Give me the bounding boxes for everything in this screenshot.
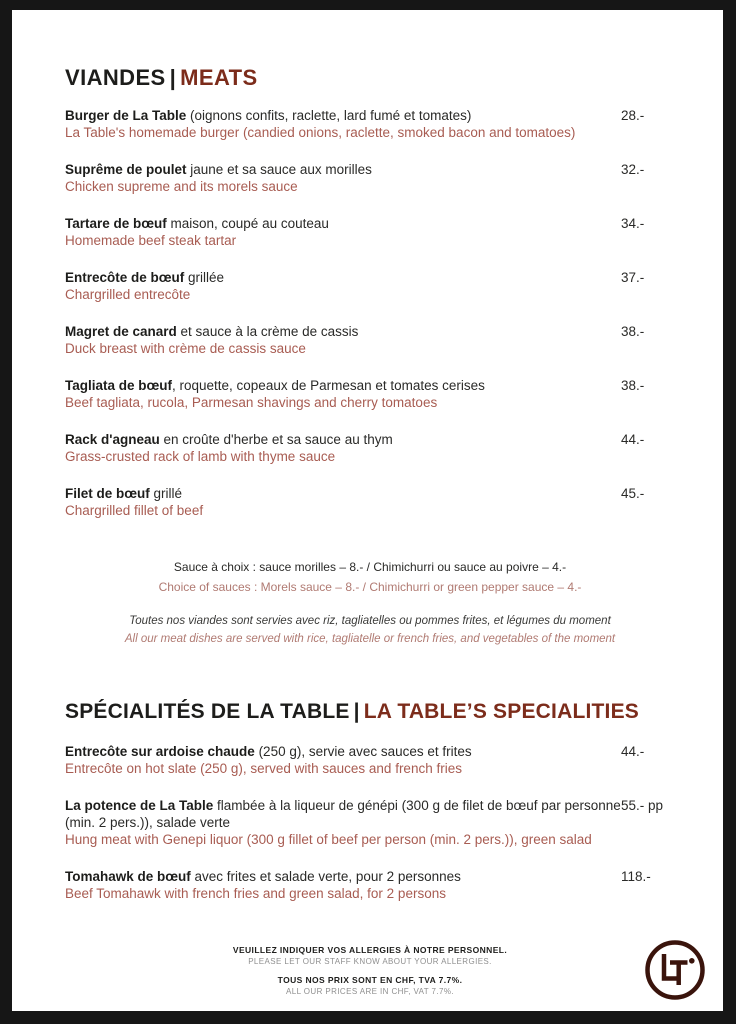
dish-description: avec frites et salade verte, pour 2 personnes xyxy=(190,869,461,884)
dish-name: Rack d'agneau xyxy=(65,432,160,447)
menu-item-magret xyxy=(65,323,675,357)
menu-item-supreme-poulet xyxy=(65,161,675,195)
dish-description: , roquette, copeaux de Parmesan et tomates cerises xyxy=(172,378,485,393)
section-title-fr: SPÉCIALITÉS DE LA TABLE xyxy=(65,700,350,723)
footer-notices xyxy=(65,944,675,998)
dish-name: Tomahawk de bœuf xyxy=(65,869,191,884)
menu-item-potence xyxy=(65,797,675,848)
dish-description: grillé xyxy=(149,486,183,501)
dish-name: Suprême de poulet xyxy=(65,162,187,177)
dish-translation: Beef tagliata, rucola, Parmesan shavings and cherry tomatoes xyxy=(65,395,438,410)
dish-translation: Grass-crusted rack of lamb with thyme sauce xyxy=(65,449,336,464)
meats-item-list xyxy=(65,107,675,519)
dish-name: Entrecôte de bœuf xyxy=(65,270,185,285)
dish-price: 32.- xyxy=(621,162,645,177)
dish-translation: Beef Tomahawk with french fries and green salad, for 2 persons xyxy=(65,886,446,901)
section-title-meats xyxy=(65,64,675,92)
menu-item-tomahawk xyxy=(65,868,675,902)
allergy-notice-fr: VEUILLEZ INDIQUER VOS ALLERGIES À NOTRE PERSONNEL. xyxy=(232,945,508,955)
dish-description: flambée à la liqueur de génépi (300 g de filet de bœuf par personne (min. 2 pers.)), salade verte xyxy=(65,798,621,830)
dish-name: Entrecôte sur ardoise chaude xyxy=(65,744,255,759)
section-title-separator: | xyxy=(353,700,360,723)
menu-item-filet xyxy=(65,485,675,519)
menu-item-rack-agneau xyxy=(65,431,675,465)
la-table-logo-icon xyxy=(643,938,707,1002)
sauce-options-en: Choice of sauces : Morels sauce – 8.- / Chimichurri or green pepper sauce – 4.- xyxy=(158,580,582,594)
dish-price: 34.- xyxy=(621,216,645,231)
dish-name: Burger de La Table xyxy=(65,108,187,123)
dish-name: Tagliata de bœuf xyxy=(65,378,172,393)
section-title-fr: VIANDES xyxy=(65,65,166,90)
dish-price: 118.- xyxy=(621,869,651,884)
allergy-notice-en: PLEASE LET OUR STAFF KNOW ABOUT YOUR ALLERGIES. xyxy=(248,957,492,966)
dish-price: 28.- xyxy=(621,108,645,123)
menu-item-ardoise xyxy=(65,743,675,777)
menu-item-entrecote xyxy=(65,269,675,303)
sides-note-fr: Toutes nos viandes sont servies avec riz, tagliatelles ou pommes frites, et légumes du moment xyxy=(129,615,611,627)
dish-description: maison, coupé au couteau xyxy=(166,216,329,231)
dish-description: jaune et sa sauce aux morilles xyxy=(186,162,372,177)
prices-notice-fr: TOUS NOS PRIX SONT EN CHF, TVA 7.7%. xyxy=(277,975,463,985)
dish-price: 44.- xyxy=(621,432,645,447)
dish-description: et sauce à la crème de cassis xyxy=(176,324,359,339)
dish-price: 44.- xyxy=(621,744,645,759)
dish-description: en croûte d'herbe et sa sauce au thym xyxy=(159,432,393,447)
dish-translation: Chargrilled fillet of beef xyxy=(65,503,204,518)
dish-description: grillée xyxy=(184,270,225,285)
sides-note-en: All our meat dishes are served with rice, tagliatelle or french fries, and vegetables of the moment xyxy=(124,633,616,645)
dish-price: 45.- xyxy=(621,486,645,501)
section-title-separator: | xyxy=(169,65,177,90)
menu-item-tagliata xyxy=(65,377,675,411)
dish-price: 55.- pp xyxy=(621,798,664,813)
dish-name: Filet de bœuf xyxy=(65,486,150,501)
dish-translation: Chicken supreme and its morels sauce xyxy=(65,179,298,194)
sides-note xyxy=(65,612,675,648)
dish-translation: Duck breast with crème de cassis sauce xyxy=(65,341,306,356)
dish-description: (oignons confits, raclette, lard fumé et tomates) xyxy=(186,108,472,123)
dish-translation: La Table's homemade burger (candied onions, raclette, smoked bacon and tomatoes) xyxy=(65,125,576,140)
section-title-en: LA TABLE’S SPECIALITIES xyxy=(363,700,639,723)
dish-name: Magret de canard xyxy=(65,324,177,339)
menu-page xyxy=(12,10,723,1011)
sauce-options-fr: Sauce à choix : sauce morilles – 8.- / Chimichurri ou sauce au poivre – 4.- xyxy=(173,560,567,574)
specialities-item-list xyxy=(65,743,675,902)
dish-translation: Hung meat with Genepi liquor (300 g fillet of beef per person (min. 2 pers.)), green salad xyxy=(65,832,592,847)
dish-price: 37.- xyxy=(621,270,645,285)
prices-notice-en: ALL OUR PRICES ARE IN CHF, VAT 7.7%. xyxy=(286,987,454,996)
section-title-en: MEATS xyxy=(180,65,258,90)
dish-translation: Chargrilled entrecôte xyxy=(65,287,191,302)
dish-price: 38.- xyxy=(621,378,645,393)
dish-name: La potence de La Table xyxy=(65,798,214,813)
section-title-specialities xyxy=(65,698,675,726)
dish-description: (250 g), servie avec sauces et frites xyxy=(254,744,472,759)
menu-item-burger xyxy=(65,107,675,141)
dish-price: 38.- xyxy=(621,324,645,339)
dish-translation: Homemade beef steak tartar xyxy=(65,233,237,248)
dish-name: Tartare de bœuf xyxy=(65,216,167,231)
menu-item-tartare xyxy=(65,215,675,249)
sauce-options xyxy=(65,557,675,597)
dish-translation: Entrecôte on hot slate (250 g), served with sauces and french fries xyxy=(65,761,462,776)
